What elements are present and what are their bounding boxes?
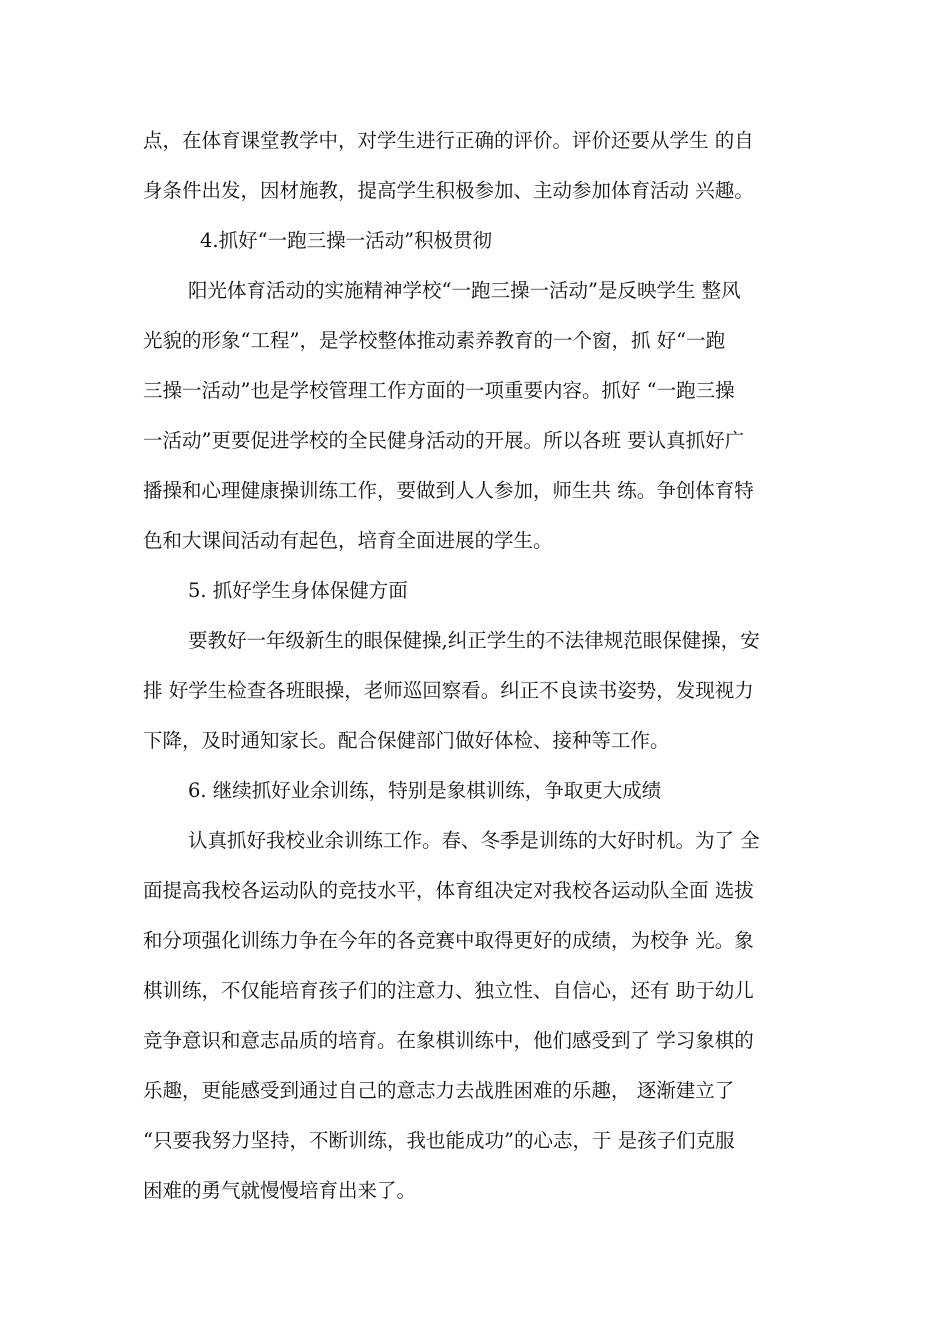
paragraph-line: “只要我努力坚持，不断训练，我也能成功”的心志，于 是孩子们克服 [143, 1129, 735, 1152]
paragraph-line: 阳光体育活动的实施精神学校“一跑三操一活动”是反映学生 整风 [188, 279, 741, 302]
paragraph-line: 下降，及时通知家长。配合保健部门做好体检、接种等工作。 [143, 729, 670, 752]
paragraph-line: 播操和心理健康操训练工作，要做到人人参加，师生共 练。争创体育特 [143, 479, 754, 502]
paragraph-line: 棋训练，不仅能培育孩子们的注意力、独立性、自信心，还有 助于幼儿 [143, 979, 754, 1002]
section-heading-6: 6. 继续抓好业余训练，特别是象棋训练，争取更大成绩 [188, 779, 662, 802]
paragraph-line: 困难的勇气就慢慢培育出来了。 [143, 1179, 417, 1202]
section-heading-5: 5. 抓好学生身体保健方面 [188, 579, 408, 602]
section-heading-4: 4.抓好“一跑三操一活动”积极贯彻 [200, 229, 493, 252]
paragraph-line: 光貌的形象“工程”，是学校整体推动素养教育的一个窗，抓 好“一跑 [143, 329, 726, 352]
paragraph-line: 身条件出发，因材施教，提高学生积极参加、主动参加体育活动 兴趣。 [143, 179, 754, 202]
paragraph-line: 点，在体育课堂教学中，对学生进行正确的评价。评价还要从学生 的自 [143, 129, 754, 152]
paragraph-line: 乐趣，更能感受到通过自己的意志力去战胜困难的乐趣， 逐渐建立了 [143, 1079, 735, 1102]
paragraph-line: 三操一活动”也是学校管理工作方面的一项重要内容。抓好 “一跑三操 [143, 379, 735, 402]
paragraph-line: 竞争意识和意志品质的培育。在象棋训练中，他们感受到了 学习象棋的 [143, 1029, 754, 1052]
paragraph-line: 要教好一年级新生的眼保健操,纠正学生的不法律规范眼保健操，安 [188, 629, 760, 652]
paragraph-line: 一活动”更要促进学校的全民健身活动的开展。所以各班 要认真抓好广 [143, 429, 745, 452]
paragraph-line: 认真抓好我校业余训练工作。春、冬季是训练的大好时机。为了 全 [188, 829, 760, 852]
paragraph-line: 和分项强化训练力争在今年的各竞赛中取得更好的成绩，为校争 光。象 [143, 929, 754, 952]
paragraph-line: 排 好学生检查各班眼操，老师巡回察看。纠正不良读书姿势，发现视力 [143, 679, 754, 702]
paragraph-line: 色和大课间活动有起色，培育全面进展的学生。 [143, 529, 553, 552]
paragraph-line: 面提高我校各运动队的竞技水平，体育组决定对我校各运动队全面 选拔 [143, 879, 754, 902]
